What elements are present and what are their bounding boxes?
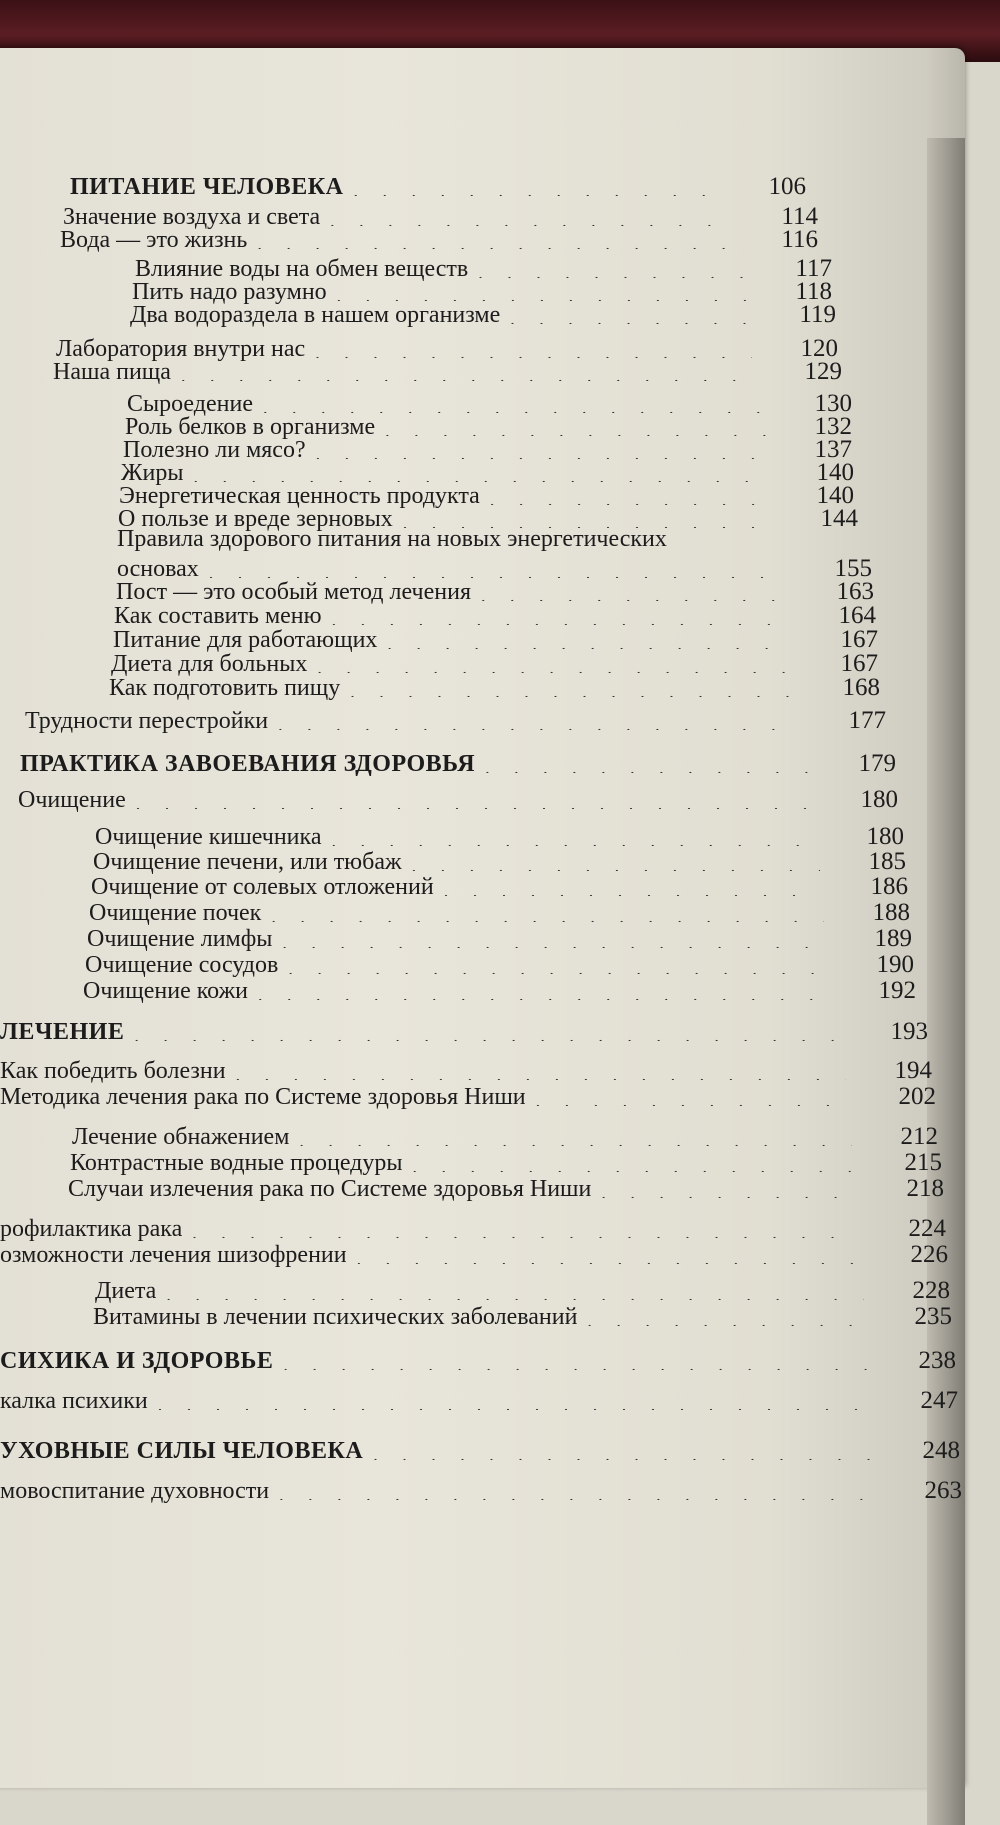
toc-dot-leader bbox=[353, 186, 720, 196]
toc-section-title: ЛЕЧЕНИЕ bbox=[0, 1019, 125, 1045]
toc-page-number: 226 bbox=[910, 1241, 948, 1268]
watermark bbox=[933, 1448, 957, 1588]
toc-entry bbox=[0, 1013, 928, 1047]
toc-entry bbox=[18, 781, 898, 815]
toc-page-number: 117 bbox=[795, 255, 832, 282]
toc-entry-title: Очищение bbox=[18, 787, 126, 813]
toc-entry bbox=[20, 745, 896, 779]
toc-dot-leader bbox=[136, 799, 812, 809]
toc-page-number: 263 bbox=[924, 1477, 962, 1504]
toc-entry-title: Полезно ли мясо? bbox=[123, 437, 306, 463]
toc-entry-title: Очищение почек bbox=[89, 900, 262, 926]
toc-entry-title: Наша пища bbox=[53, 359, 171, 385]
toc-entry-title: Роль белков в организме bbox=[125, 414, 376, 440]
toc-dot-leader bbox=[283, 1360, 870, 1370]
toc-page-number: 193 bbox=[890, 1018, 928, 1045]
toc-entry-title: Лечение обнажением bbox=[72, 1124, 290, 1150]
toc-page-number: 190 bbox=[876, 951, 914, 978]
toc-entry-title: Очищение лимфы bbox=[87, 926, 273, 952]
toc-entry-title: Сыроедение bbox=[127, 391, 253, 417]
toc-page-number: 202 bbox=[898, 1083, 936, 1110]
toc-page-number: 164 bbox=[838, 602, 876, 629]
toc-section-title: ПИТАНИЕ ЧЕЛОВЕКА bbox=[70, 174, 344, 200]
toc-entry bbox=[25, 702, 886, 736]
toc-dot-leader bbox=[350, 687, 794, 697]
toc-entry-title: Питание для работающих bbox=[113, 627, 378, 653]
toc-page-number: 212 bbox=[900, 1123, 938, 1150]
toc-entry-title: Очищение сосудов bbox=[85, 952, 279, 978]
toc-entry bbox=[0, 1078, 936, 1112]
toc-page-number: 132 bbox=[814, 413, 852, 440]
toc-dot-leader bbox=[134, 1031, 842, 1041]
toc-entry bbox=[0, 1342, 956, 1376]
toc-page-number: 168 bbox=[842, 674, 880, 701]
toc-page-number: 180 bbox=[866, 823, 904, 850]
toc-entry-title: рофилактика рака bbox=[0, 1216, 183, 1242]
toc-entry-title: Методика лечения рака по Системе здоровья Ниши bbox=[0, 1084, 526, 1110]
toc-page-number: 144 bbox=[820, 505, 858, 532]
toc-page-number: 140 bbox=[816, 482, 854, 509]
toc-page-number: 179 bbox=[858, 750, 896, 777]
toc-dot-leader bbox=[536, 1096, 850, 1106]
toc-dot-leader bbox=[357, 1254, 862, 1264]
toc-section-title: СИХИКА И ЗДОРОВЬЕ bbox=[0, 1348, 274, 1374]
toc-entry-title: Лаборатория внутри нас bbox=[56, 336, 306, 362]
toc-entry bbox=[53, 353, 842, 387]
toc-entry-title: Как составить меню bbox=[114, 603, 322, 629]
toc-entry bbox=[70, 168, 806, 202]
toc-entry-title: Правила здорового питания на новых энергетических bbox=[117, 526, 667, 552]
toc-entry-title: Влияние воды на обмен веществ bbox=[135, 256, 469, 282]
toc-page-number: 106 bbox=[768, 173, 806, 200]
toc-page-number: 116 bbox=[781, 226, 818, 253]
toc-entry bbox=[130, 296, 836, 330]
toc-entry bbox=[109, 669, 880, 703]
toc-page-number: 194 bbox=[894, 1057, 932, 1084]
toc-entry-title: О пользе и вреде зерновых bbox=[118, 506, 393, 532]
toc-entry-title: мовоспитание духовности bbox=[0, 1478, 270, 1504]
toc-dot-leader bbox=[258, 990, 830, 1000]
toc-dot-leader bbox=[181, 371, 756, 381]
toc-page-number: 189 bbox=[874, 925, 912, 952]
toc-dot-leader bbox=[373, 1450, 874, 1460]
toc-page-number: 119 bbox=[799, 301, 836, 328]
toc-page-number: 235 bbox=[914, 1303, 952, 1330]
toc-page-number: 180 bbox=[860, 786, 898, 813]
toc-entry bbox=[68, 1170, 944, 1204]
toc-section-title: УХОВНЫЕ СИЛЫ ЧЕЛОВЕКА bbox=[0, 1438, 364, 1464]
toc-entry-title: Как подготовить пищу bbox=[109, 675, 341, 701]
toc-entry-title: Очищение кишечника bbox=[95, 824, 322, 850]
toc-dot-leader bbox=[510, 314, 750, 324]
toc-dot-leader bbox=[601, 1188, 858, 1198]
toc-page-number: 167 bbox=[840, 626, 878, 653]
toc-page-number: 186 bbox=[870, 873, 908, 900]
toc-page-number: 185 bbox=[868, 848, 906, 875]
toc-page-number: 177 bbox=[848, 707, 886, 734]
toc-page-number: 238 bbox=[918, 1347, 956, 1374]
toc-dot-leader bbox=[485, 763, 810, 773]
toc-page-number: 120 bbox=[800, 335, 838, 362]
toc-page-number: 228 bbox=[912, 1277, 950, 1304]
toc-page-number: 248 bbox=[922, 1437, 960, 1464]
toc-entry-title: Вода — это жизнь bbox=[60, 227, 248, 253]
toc-entry-title: Контрастные водные процедуры bbox=[70, 1150, 403, 1176]
toc-page-number: 140 bbox=[816, 459, 854, 486]
toc-entry-title: Витамины в лечении психических заболеваний bbox=[93, 1304, 578, 1330]
toc-entry-title-continued: основах bbox=[117, 556, 199, 582]
toc-entry bbox=[0, 1432, 960, 1466]
toc-entry-title: калка психики bbox=[0, 1388, 148, 1414]
toc-entry-title: Диета bbox=[95, 1278, 157, 1304]
toc-entry-title: Очищение кожи bbox=[83, 978, 248, 1004]
toc-dot-leader bbox=[279, 1490, 876, 1500]
toc-dot-leader bbox=[278, 720, 800, 730]
toc-page-number: 118 bbox=[795, 278, 832, 305]
toc-entry-title: Энергетическая ценность продукта bbox=[119, 483, 480, 509]
toc-page-number: 163 bbox=[836, 578, 874, 605]
toc-page-number: 167 bbox=[840, 650, 878, 677]
toc-entry bbox=[93, 1298, 952, 1332]
toc-entry-title: озможности лечения шизофрении bbox=[0, 1242, 347, 1268]
toc-entry-title: Очищение печени, или тюбаж bbox=[93, 849, 402, 875]
toc-entry bbox=[0, 1236, 948, 1270]
toc-entry-title: Как победить болезни bbox=[0, 1058, 226, 1084]
toc-entry-title: Случаи излечения рака по Системе здоровья Ниши bbox=[68, 1176, 592, 1202]
toc-page-number: 129 bbox=[804, 358, 842, 385]
toc-dot-leader bbox=[587, 1316, 866, 1326]
toc-entry bbox=[0, 1472, 962, 1506]
toc-page-number: 218 bbox=[906, 1175, 944, 1202]
toc-entry-title: Трудности перестройки bbox=[25, 708, 269, 734]
toc-dot-leader bbox=[257, 239, 732, 249]
toc-entry-title: Пить надо разумно bbox=[132, 279, 327, 305]
toc-entry-title: Жиры bbox=[121, 460, 184, 486]
toc-page-number: 192 bbox=[878, 977, 916, 1004]
toc-page-number: 130 bbox=[814, 390, 852, 417]
toc-entry bbox=[83, 972, 916, 1006]
toc-entry-title: Очищение от солевых отложений bbox=[91, 874, 434, 900]
toc-dot-leader bbox=[158, 1400, 872, 1410]
toc-page-number: 224 bbox=[908, 1215, 946, 1242]
toc-page-number: 188 bbox=[872, 899, 910, 926]
toc-page-number: 114 bbox=[781, 203, 818, 230]
toc-entry bbox=[0, 1382, 958, 1416]
toc-page-number: 137 bbox=[814, 436, 852, 463]
toc-entry-title: Пост — это особый метод лечения bbox=[116, 579, 471, 605]
toc-page-number: 247 bbox=[920, 1387, 958, 1414]
toc-section-title: ПРАКТИКА ЗАВОЕВАНИЯ ЗДОРОВЬЯ bbox=[20, 751, 476, 777]
toc-page-number: 155 bbox=[834, 555, 872, 582]
toc-entry-title: Значение воздуха и света bbox=[63, 204, 321, 230]
toc-page-number: 215 bbox=[904, 1149, 942, 1176]
toc-entry-title: Диета для больных bbox=[111, 651, 308, 677]
toc-entry-title: Два водораздела в нашем организме bbox=[130, 302, 501, 328]
